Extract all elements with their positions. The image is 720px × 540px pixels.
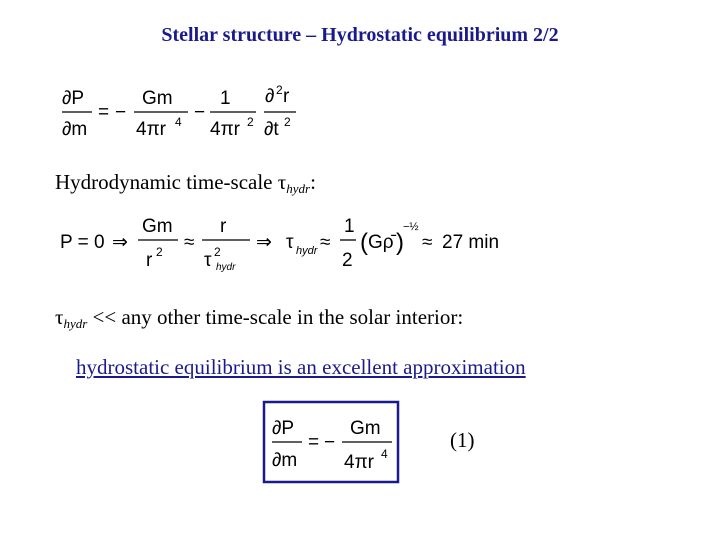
svg-text:hydr: hydr — [216, 262, 236, 273]
svg-text:2: 2 — [342, 250, 353, 271]
svg-text:4: 4 — [381, 447, 388, 461]
svg-text:=: = — [308, 432, 320, 453]
svg-text:Gρ̄: Gρ̄ — [368, 232, 394, 253]
svg-text:∂t: ∂t — [264, 119, 279, 140]
svg-text:−: − — [115, 102, 127, 123]
timescale-equation — [58, 208, 508, 274]
tau-subscript: hydr — [286, 181, 311, 196]
svg-text:−½: −½ — [403, 221, 419, 233]
svg-text:r: r — [146, 250, 153, 271]
svg-text:2: 2 — [276, 83, 283, 97]
svg-text:⇒: ⇒ — [256, 232, 272, 253]
svg-text:(: ( — [360, 229, 368, 256]
svg-text:Gm: Gm — [142, 88, 173, 109]
svg-text:≈: ≈ — [184, 232, 195, 253]
svg-text:≈: ≈ — [320, 232, 331, 253]
svg-text:1: 1 — [220, 88, 231, 109]
svg-text:2: 2 — [156, 245, 163, 259]
svg-text:≈: ≈ — [422, 232, 433, 253]
timescale-heading — [55, 170, 316, 195]
svg-text:4: 4 — [175, 115, 182, 129]
timescale-value: 27 min — [442, 232, 500, 253]
svg-text:4πr: 4πr — [136, 119, 167, 140]
svg-text:∂P: ∂P — [272, 418, 295, 439]
comparison-line — [55, 305, 463, 330]
timescale-suffix: : — [310, 170, 316, 194]
svg-text:4πr: 4πr — [344, 452, 375, 473]
conclusion-statement: hydrostatic equilibrium is an excellent approximation — [76, 355, 526, 379]
svg-text:4πr: 4πr — [210, 119, 241, 140]
tau-symbol: τ — [277, 170, 287, 194]
svg-text:∂m: ∂m — [62, 119, 88, 140]
comparison-text: << any other time-scale in the solar interior: — [87, 305, 464, 329]
svg-text:2: 2 — [214, 245, 221, 259]
svg-text:1: 1 — [344, 216, 355, 237]
comparison-tau-subscript: hydr — [63, 316, 88, 331]
svg-text:⇒: ⇒ — [112, 232, 128, 253]
svg-text:∂P: ∂P — [62, 88, 85, 109]
svg-text:τ: τ — [286, 232, 294, 253]
hydrostatic-equation-box — [262, 400, 400, 484]
svg-text:τ: τ — [204, 250, 212, 271]
slide-title: Stellar structure – Hydrostatic equilibrium 2/2 — [161, 24, 559, 46]
equation-number: (1) — [450, 428, 475, 452]
svg-text:=: = — [98, 102, 110, 123]
svg-text:r: r — [283, 86, 290, 107]
svg-text:): ) — [396, 229, 404, 256]
svg-text:hydr: hydr — [296, 245, 318, 257]
momentum-equation — [60, 80, 300, 144]
svg-text:Gm: Gm — [350, 418, 381, 439]
svg-text:2: 2 — [284, 115, 291, 129]
svg-text:P = 0: P = 0 — [60, 232, 105, 253]
svg-text:2: 2 — [247, 115, 254, 129]
timescale-prefix: Hydrodynamic time-scale — [55, 170, 278, 194]
svg-text:r: r — [220, 216, 227, 237]
svg-text:−: − — [324, 432, 336, 453]
svg-text:Gm: Gm — [142, 216, 173, 237]
svg-text:∂: ∂ — [265, 86, 275, 107]
svg-text:∂m: ∂m — [272, 450, 298, 471]
comparison-tau-symbol: τ — [55, 305, 64, 329]
svg-text:−: − — [194, 102, 206, 123]
